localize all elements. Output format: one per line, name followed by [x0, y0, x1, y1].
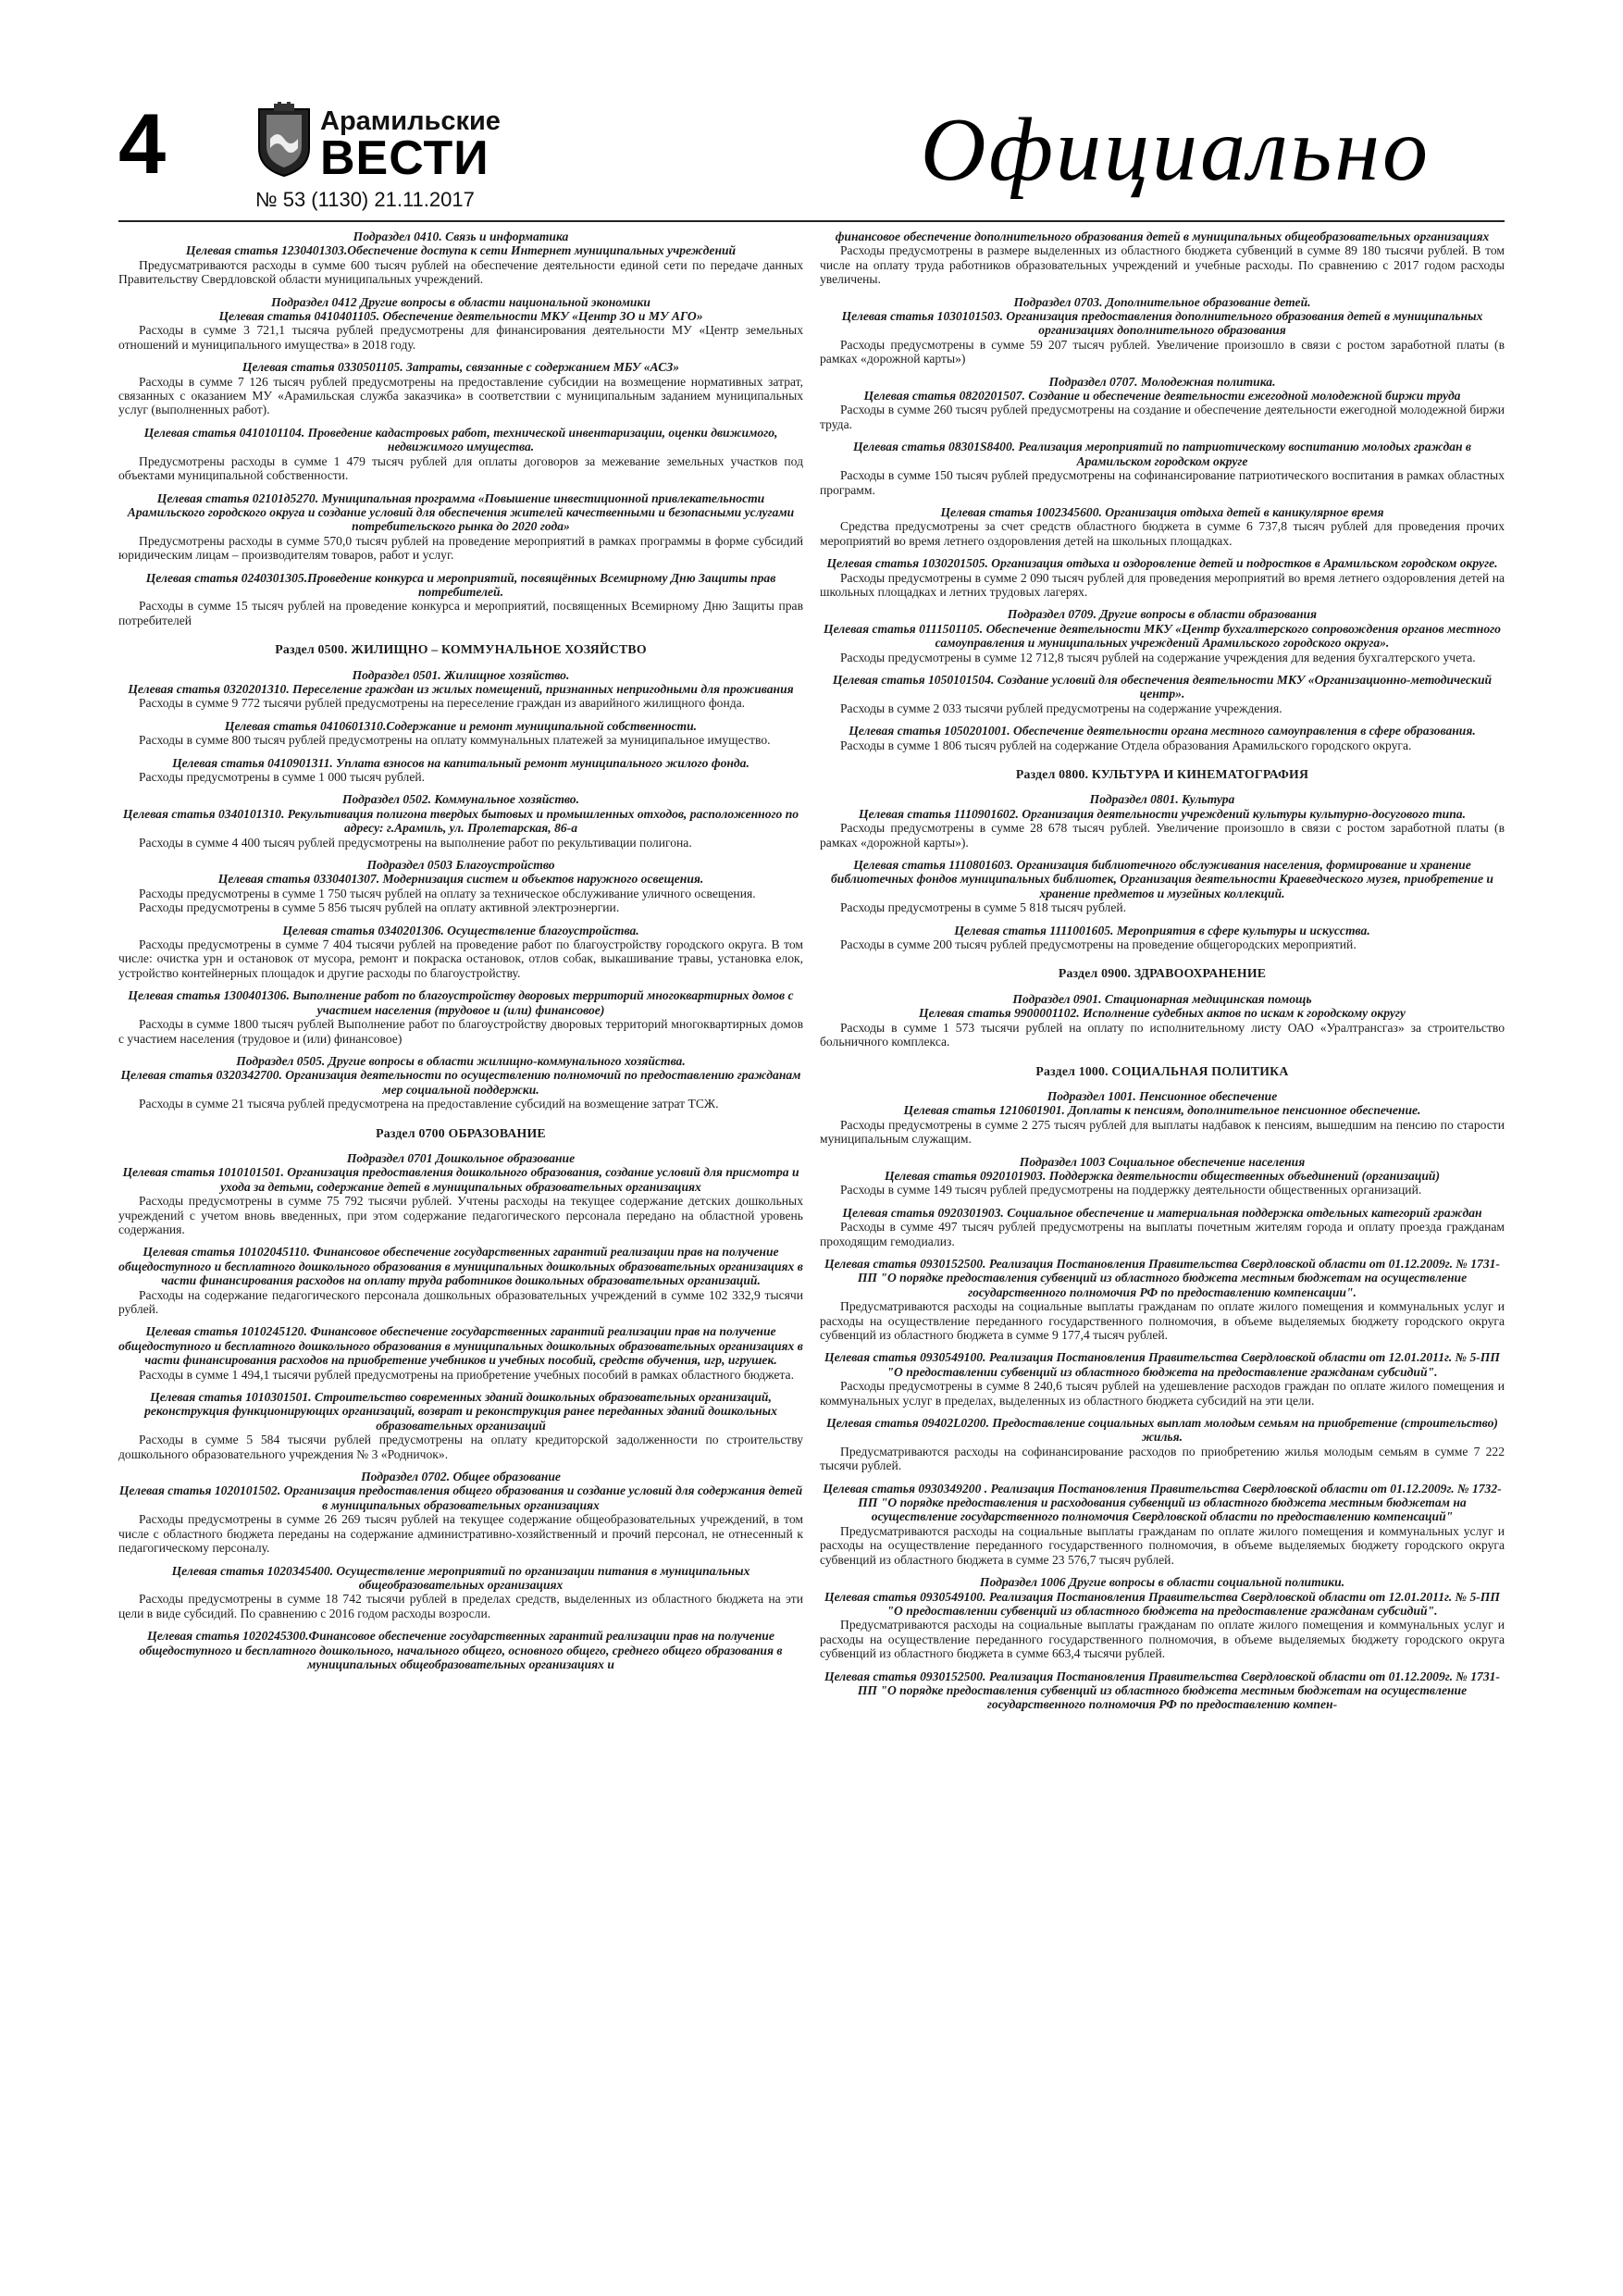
article-paragraph: Расходы предусмотрены в размере выделенных из областного бюджета субвенций в сумме 89 180 тысячи рублей. В том числе на оплату труда работников образовательных учреждений и учебные расходы. По сравнению с 2017 годом расходы увеличены. — [820, 243, 1505, 287]
article-heading: Целевая статья 0930152500. Реализация Постановления Правительства Свердловской области от 01.12.2009г. № 1731-ПП "О порядке предоставления субвенций из областного бюджета местным бюджетам на осуществление государственного полномочия РФ по предоставлению компен- — [824, 1669, 1500, 1712]
article-paragraph: Расходы в сумме 150 тысяч рублей предусмотрены на софинансирование патриотического воспитания в рамках областных программ. — [820, 468, 1505, 497]
article-heading: Целевая статья 0930549100. Реализация Постановления Правительства Свердловской области от 12.01.2011г. № 5-ПП "О предоставлении субвенций из областного бюджета на предоставление гражданам субсидий". — [824, 1350, 1500, 1379]
article-heading: Целевая статья 09402L0200. Предоставление социальных выплат молодым семьям на приобретение (строительство) жилья. — [826, 1416, 1498, 1445]
budget-article — [118, 668, 803, 711]
article-paragraph: Расходы в сумме 7 126 тысяч рублей предусмотрены на предоставление субсидии на возмещение нормативных затрат, связанных с оказанием МУ «Арамильская служба заказчика» в соответствии с муниципальным заданием муниципальных услуг (выполненных работ). — [118, 374, 803, 417]
budget-article — [118, 491, 803, 563]
budget-article — [820, 724, 1505, 752]
section-heading: Раздел 1000. СОЦИАЛЬНАЯ ПОЛИТИКА — [1035, 1063, 1289, 1078]
article-paragraph: Расходы в сумме 800 тысяч рублей предусмотрены на оплату коммунальных платежей за муниципальное имущество. — [139, 733, 771, 748]
article-heading: Целевая статья 1110901602. Организация деятельности учреждений культуры культурно-досугового типа. — [859, 806, 1466, 821]
article-heading: Целевая статья 0930349200 . Реализация Постановления Правительства Свердловской области от 01.12.2009г. № 1732-ПП "О порядке предоставления и расходования субвенций из областного бюджета местным бюджетам на осуществление государственного полномочия Свердловской области по предоставлению компенсаций" — [823, 1481, 1502, 1524]
article-paragraph: Предусмотрены расходы в сумме 1 479 тысяч рублей для оплаты договоров за межевание земельных участков под объектами муниципальной собственности. — [118, 453, 803, 483]
page-number: 4 — [118, 97, 167, 192]
article-heading: Целевая статья 0410601310.Содержание и ремонт муниципальной собственности. — [224, 718, 698, 733]
article-paragraph: Расходы предусмотрены в сумме 2 275 тысяч рублей для выплаты надбавок к пенсиям, вышедшим на пенсию по старости муниципальным служащим. — [820, 1117, 1505, 1147]
section-heading: Раздел 0500. ЖИЛИЩНО – КОММУНАЛЬНОЕ ХОЗЯЙСТВО — [275, 642, 647, 657]
article-heading: Подраздел 0709. Другие вопросы в области образования — [1007, 607, 1318, 622]
article-heading: Целевая статья 1110801603. Организация библиотечного обслуживания населения, формирование и хранение библиотечных фондов муниципальных библиотек, Организация деятельности Краеведческого музея, приобретение и хранение предметов и музейных коллекций. — [830, 858, 1493, 900]
article-paragraph: Расходы предусмотрены в сумме 18 742 тысячи рублей в пределах средств, выделенных из областного бюджета на эти цели в виде субсидий. По сравнению с 2016 годом расходы возросли. — [118, 1592, 803, 1620]
article-heading: Целевая статья 1230401303.Обеспечение доступа к сети Интернет муниципальных учреждений — [185, 243, 737, 258]
article-paragraph: Предусматриваются расходы в сумме 600 тысяч рублей на обеспечение деятельности единой сети по передаче данных Правительству Свердловской области муниципальных учреждений. — [118, 257, 803, 287]
article-heading: Подраздел 0505. Другие вопросы в области жилищно-коммунального хозяйства. — [236, 1053, 686, 1068]
article-paragraph: Расходы предусмотрены в сумме 1 750 тысяч рублей на оплату за техническое обслуживание уличного освещения. — [139, 886, 756, 900]
article-paragraph: Расходы предусмотрены в сумме 5 818 тысяч рублей. — [840, 900, 1127, 915]
left-column — [118, 230, 803, 1680]
article-heading: Подраздел 0707. Молодежная политика. — [1048, 374, 1276, 389]
budget-article — [118, 1245, 803, 1316]
article-heading: Целевая статья 1050101504. Создание условий для обеспечения деятельности МКУ «Организационно-методический центр». — [832, 672, 1493, 701]
article-heading: Подраздел 0901. Стационарная медицинская помощь — [1012, 991, 1312, 1006]
article-heading: Целевая статья 1050201001. Обеспечение деятельности органа местного самоуправления в сфере образования. — [849, 724, 1476, 738]
article-heading: Целевая статья 1111001605. Мероприятия в сфере культуры и искусства. — [954, 923, 1370, 937]
article-paragraph: Расходы в сумме 1800 тысяч рублей Выполнение работ по благоустройству дворовых территорий многоквартирных домов с участием населения (трудовое и (или) финансовое) — [118, 1017, 803, 1046]
budget-article — [118, 1390, 803, 1461]
article-paragraph: Расходы в сумме 1 494,1 тысячи рублей предусмотрены на приобретение учебных пособий в рамках областного бюджета. — [139, 1367, 794, 1382]
article-heading: Подраздел 0412 Другие вопросы в области национальной экономики — [271, 294, 650, 309]
budget-article — [820, 992, 1505, 1049]
article-heading: Целевая статья 1002345600. Организация отдыха детей в каникулярное время — [940, 504, 1384, 519]
budget-article — [820, 1575, 1505, 1660]
article-heading: Целевая статья 1020101502. Организация предоставления общего образования и создание условий для содержания детей в муниципальных образовательных организациях — [118, 1483, 803, 1512]
article-heading: Подраздел 0701 Дошкольное образование — [346, 1150, 576, 1165]
budget-article — [820, 607, 1505, 664]
budget-article — [820, 1350, 1505, 1408]
article-heading: Целевая статья 1030201505. Организация отдыха и оздоровление детей и подростков в Арамильском городском округе. — [826, 556, 1498, 571]
budget-article — [820, 858, 1505, 915]
rubric-title: Официально — [920, 100, 1431, 200]
article-paragraph: Расходы предусмотрены в сумме 1 000 тысяч рублей. — [139, 770, 426, 784]
masthead — [118, 96, 1505, 217]
article-heading: Целевая статья 9900001102. Исполнение судебных актов по искам к городскому округу — [919, 1006, 1406, 1021]
article-heading: Целевая статья 0330401307. Модернизация систем и объектов наружного освещения. — [217, 872, 704, 887]
article-heading: Целевая статья 0111501105. Обеспечение деятельности МКУ «Центр бухгалтерского сопровождения органов местного самоуправления и муниципальных учреждений Арамильского городского округа». — [824, 621, 1501, 651]
budget-article — [118, 1564, 803, 1621]
article-paragraph: Предусмотрены расходы в сумме 570,0 тысяч рублей на проведение мероприятий в рамках программы в форме субсидий юридическим лицам – производителям товаров, работ и услуг. — [118, 533, 803, 563]
budget-article — [820, 1482, 1505, 1567]
budget-article — [118, 1629, 803, 1671]
article-heading: Целевая статья 0410901311. Уплата взносов на капитальный ремонт муниципального жилого фонда. — [172, 755, 750, 770]
article-paragraph: Расходы предусмотрены в сумме 7 404 тысячи рублей на проведение работ по благоустройству городского округа. В том числе: очистка урн и остановок от мусора, ремонт и покраска остановок, отлов собак, выкашивание травы, установка елок, устройство контейнерных площадок и другие расходы по благоустройству. — [118, 937, 803, 980]
article-paragraph: Расходы предусмотрены в сумме 59 207 тысяч рублей. Увеличение произошло в связи с ростом заработной платы (в рамках «дорожной карты») — [820, 337, 1505, 366]
article-paragraph: Расходы предусмотрены в сумме 28 678 тысяч рублей. Увеличение произошло в связи с ростом заработной платы (в рамках «дорожной карты»). — [820, 821, 1505, 850]
article-heading: Целевая статья 1010101501. Организация предоставления дошкольного образования, создание условий для присмотра и ухода за детьми, содержание детей в муниципальных образовательных организациях — [122, 1165, 799, 1194]
article-heading: Подраздел 0503 Благоустройство — [366, 858, 555, 873]
budget-article — [118, 719, 803, 748]
article-heading: Целевая статья 0410101104. Проведение кадастровых работ, технической инвентаризации, оценки движимого, недвижимого имущества. — [143, 425, 778, 454]
budget-article — [820, 440, 1505, 497]
article-heading: Подраздел 1003 Социальное обеспечение населения — [1019, 1154, 1306, 1169]
coat-of-arms-icon — [255, 102, 313, 178]
article-heading: Целевая статья 0920301903. Социальное обеспечение и материальная поддержка отдельных категорий граждан — [842, 1205, 1482, 1220]
article-heading: Целевая статья 1010245120. Финансовое обеспечение государственных гарантий реализации прав на получение общедоступного и бесплатного дошкольного образования в муниципальных дошкольных образовательных организациях в части финансирования расходов на приобретение учебников и учебных пособий, средств обучения, игр, игрушек. — [118, 1324, 803, 1368]
budget-article — [820, 1416, 1505, 1473]
article-paragraph: Расходы в сумме 4 400 тысяч рублей предусмотрены на выполнение работ по рекультивации полигона. — [139, 835, 692, 850]
article-paragraph: Расходы в сумме 200 тысяч рублей предусмотрены на проведение общегородских мероприятий. — [840, 937, 1357, 952]
header-divider — [118, 220, 1505, 222]
article-paragraph: Расходы в сумме 1 806 тысяч рублей на содержание Отдела образования Арамильского городского округа. — [840, 738, 1412, 752]
article-heading: Подраздел 0410. Связь и информатика — [353, 230, 569, 243]
article-heading: Целевая статья 10102045110. Финансовое обеспечение государственных гарантий реализации прав на получение общедоступного и бесплатного дошкольного образования в муниципальных дошкольных образовательных организациях в части финансирования расходов на оплату труда работников дошкольных образовательных организаций. — [118, 1245, 803, 1288]
section-heading: Раздел 0800. КУЛЬТУРА И КИНЕМАТОГРАФИЯ — [1015, 767, 1309, 781]
budget-article — [820, 505, 1505, 548]
article-heading: Целевая статья 0920101903. Поддержка деятельности общественных объединений (организаций) — [884, 1168, 1441, 1183]
budget-article — [118, 1470, 803, 1555]
article-paragraph: Предусматриваются расходы на социальные выплаты гражданам по оплате жилого помещения и коммунальных услуг и расходы на осуществление переданного государственного полномочия, в объеме выделяемых бюджету городского округа субвенций из областного бюджета в сумме 23 576,7 тысяч рублей. — [820, 1523, 1505, 1567]
section-heading: Раздел 0700 ОБРАЗОВАНИЕ — [376, 1125, 546, 1140]
article-heading: Целевая статья 0240301305.Проведение конкурса и мероприятий, посвящённых Всемирному Дню Защиты прав потребителей. — [145, 570, 776, 599]
article-paragraph: Расходы на содержание педагогического персонала дошкольных образовательных учреждений в сумме 102 332,9 тысячи рублей. — [118, 1287, 803, 1316]
article-heading: Целевая статья 1020245300.Финансовое обеспечение государственных гарантий реализации прав на получение общедоступного и бесплатного дошкольного, начального общего, основного общего, среднего общего образования в муниципальных общеобразовательных организациях и — [139, 1629, 783, 1671]
article-heading: Подраздел 0801. Культура — [1089, 792, 1235, 807]
article-heading: Целевая статья 1210601901. Доплаты к пенсиям, дополнительное пенсионное обеспечение. — [903, 1103, 1421, 1118]
budget-article — [118, 988, 803, 1046]
article-paragraph: Расходы в сумме 260 тысяч рублей предусмотрены на создание и обеспечение деятельности ежегодной молодежной биржи труда. — [820, 403, 1505, 431]
article-heading: финансовое обеспечение дополнительного образования детей в муниципальных общеобразовательных организациях — [835, 230, 1490, 243]
article-paragraph: Средства предусмотрены за счет средств областного бюджета в сумме 6 737,8 тысяч рублей для проведения прочих мероприятий во время летнего оздоровления детей на школьных площадках. — [820, 519, 1505, 548]
budget-article — [820, 1257, 1505, 1342]
budget-article — [820, 375, 1505, 432]
budget-article — [820, 673, 1505, 715]
article-paragraph: Расходы в сумме 3 721,1 тысяча рублей предусмотрены для финансирования деятельности МУ «Центр земельных отношений и муниципального имущества» в 2018 году. — [118, 323, 803, 352]
budget-article — [118, 924, 803, 981]
article-heading: Подраздел 0502. Коммунальное хозяйство. — [341, 792, 580, 807]
article-heading: Целевая статья 0930152500. Реализация Постановления Правительства Свердловской области от 01.12.2009г. № 1731-ПП "О порядке предоставления субвенций из областного бюджета местным бюджетам на осуществление государственного полномочия РФ по предоставлению компенсации". — [824, 1256, 1500, 1299]
budget-article — [118, 1151, 803, 1236]
article-heading: Целевая статья 02101д5270. Муниципальная программа «Повышение инвестиционной привлекательности Арамильского городского округа и создание условий для обеспечения жителей качественными и безопасными услугами потребительского рынка до 2020 года» — [127, 490, 795, 534]
budget-article — [820, 230, 1505, 287]
budget-article — [118, 1054, 803, 1111]
article-paragraph: Расходы в сумме 15 тысяч рублей на проведение конкурса и мероприятий, посвященных Всемирному Дню Защиты прав потребителей — [118, 599, 803, 627]
budget-article — [118, 571, 803, 628]
budget-article — [820, 556, 1505, 599]
article-heading: Целевая статья 0330501105. Затраты, связанные с содержанием МБУ «АСЗ» — [242, 360, 680, 375]
article-paragraph: Расходы предусмотрены в сумме 5 856 тысяч рублей на оплату активной электроэнергии. — [139, 900, 620, 915]
section-heading: Раздел 0900. ЗДРАВООХРАНЕНИЕ — [1058, 966, 1267, 981]
article-heading: Подраздел 0702. Общее образование — [361, 1470, 561, 1484]
budget-article — [118, 360, 803, 417]
article-heading: Подраздел 0703. Дополнительное образование детей. — [1013, 294, 1311, 309]
article-paragraph: Расходы в сумме 5 584 тысячи рублей предусмотрены на оплату кредиторской задолженности по строительству дошкольного образовательного учреждения № 3 «Родничок». — [118, 1433, 803, 1461]
article-heading: Целевая статья 1020345400. Осуществление мероприятий по организации питания в муниципальных общеобразовательных организациях — [171, 1563, 750, 1592]
newspaper-logo — [255, 102, 607, 211]
article-heading: Целевая статья 0320342700. Организация деятельности по осуществлению полномочий по предоставлению гражданам мер социальной поддержки. — [120, 1068, 801, 1097]
budget-article — [118, 426, 803, 483]
article-heading: Целевая статья 0340101310. Рекультивация полигона твердых бытовых и промышленных отходов, расположенного по адресу: г.Арамиль, ул. Пролетарская, 86-а — [122, 806, 799, 836]
budget-article — [118, 295, 803, 353]
budget-article — [820, 295, 1505, 366]
article-heading: Целевая статья 0410401105. Обеспечение деятельности МКУ «Центр ЗО и МУ АГО» — [218, 309, 703, 324]
article-paragraph: Предусматриваются расходы на софинансирование расходов по приобретению жилья молодым семьям в сумме 7 222 тысячи рублей. — [820, 1444, 1505, 1473]
newspaper-name-big: ВЕСТИ — [320, 131, 489, 185]
article-paragraph: Расходы предусмотрены в сумме 26 269 тысяч рублей на текущее содержание общеобразовательных учреждений, в том числе с областного бюджета переданы на содержание административно-хозяйственный и прочий персонал, не отнесенный к педагогическому персоналу. — [118, 1512, 803, 1556]
article-paragraph: Расходы предусмотрены в сумме 12 712,8 тысяч рублей на содержание учреждения для ведения бухгалтерского учета. — [840, 650, 1476, 664]
budget-article — [820, 792, 1505, 850]
article-heading: Подраздел 1001. Пенсионное обеспечение — [1047, 1088, 1278, 1103]
article-heading: Целевая статья 08301S8400. Реализация мероприятий по патриотическому воспитанию молодых граждан в Арамильском городском округе — [852, 440, 1472, 468]
budget-article — [118, 756, 803, 785]
article-paragraph: Предусматриваются расходы на социальные выплаты гражданам по оплате жилого помещения и коммунальных услуг и расходы на осуществление переданного государственного полномочия, в объеме выделяемых бюджету городского округа субвенций из областного бюджета в сумме 9 177,4 тысяч рублей. — [820, 1299, 1505, 1342]
budget-article — [820, 924, 1505, 952]
article-paragraph: Расходы предусмотрены в сумме 8 240,6 тысяч рублей на удешевление расходов граждан по оплате жилого помещения и коммунальных услуг в пределах, выделенных из областного бюджета субсидий на эти цели. — [820, 1379, 1505, 1408]
article-heading: Целевая статья 0820201507. Создание и обеспечение деятельности ежегодной молодежной биржи труда — [863, 389, 1461, 403]
budget-article — [118, 1324, 803, 1382]
article-paragraph: Расходы предусмотрены в сумме 2 090 тысяч рублей для проведения мероприятий во время летнего оздоровления детей на школьных площадках и летних трудовых лагерях. — [820, 570, 1505, 599]
article-paragraph: Расходы в сумме 9 772 тысячи рублей предусмотрены на переселение граждан из аварийного жилищного фонда. — [139, 696, 746, 711]
article-heading: Целевая статья 1030101503. Организация предоставления дополнительного образования детей в муниципальных организациях дополнительного образования — [841, 309, 1483, 338]
article-paragraph: Расходы в сумме 497 тысяч рублей предусмотрены на выплаты почетным жителям города и оплату проезда гражданам проходящим гемодиализ. — [820, 1220, 1505, 1248]
article-heading: Подраздел 1006 Другие вопросы в области социальной политики. — [979, 1575, 1345, 1590]
article-heading: Подраздел 0501. Жилищное хозяйство. — [352, 667, 570, 682]
budget-article — [820, 1206, 1505, 1248]
article-paragraph: Расходы в сумме 1 573 тысячи рублей на оплату по исполнительному листу ОАО «Уралтрансгаз» за строительство больничного комплекса. — [820, 1020, 1505, 1049]
issue-number-date: № 53 (1130) 21.11.2017 — [255, 188, 475, 211]
newspaper-name-small: Арамильские — [320, 106, 501, 136]
article-paragraph: Расходы в сумме 21 тысяча рублей предусмотрена на предоставление субсидий на возмещение затрат ТСЖ. — [139, 1097, 719, 1111]
right-column — [820, 230, 1505, 1720]
article-paragraph: Расходы в сумме 149 тысяч рублей предусмотрены на поддержку деятельности общественных организаций. — [840, 1183, 1422, 1198]
budget-article — [118, 792, 803, 850]
budget-article — [820, 1669, 1505, 1712]
budget-article — [118, 230, 803, 287]
budget-article — [820, 1155, 1505, 1198]
article-paragraph: Расходы в сумме 2 033 тысячи рублей предусмотрены на содержание учреждения. — [840, 701, 1282, 715]
budget-article — [820, 1089, 1505, 1147]
article-heading: Целевая статья 1010301501. Строительство современных зданий дошкольных образовательных организаций, реконструкция функционирующих организаций, возврат и реконструкция ранее переданных зданий дошкольных образовательных организаций — [144, 1390, 777, 1433]
article-heading: Целевая статья 0340201306. Осуществление благоустройства. — [282, 923, 639, 937]
budget-article — [118, 858, 803, 915]
article-heading: Целевая статья 0930549100. Реализация Постановления Правительства Свердловской области от 12.01.2011г. № 5-ПП "О предоставлении субвенций из областного бюджета на предоставление гражданам субсидий". — [824, 1589, 1500, 1618]
article-heading: Целевая статья 1300401306. Выполнение работ по благоустройству дворовых территорий многоквартирных домов с участием населения (трудовое и (или) финансовое) — [128, 988, 794, 1017]
article-paragraph: Расходы предусмотрены в сумме 75 792 тысячи рублей. Учтены расходы на текущее содержание детских дошкольных учреждений с учетом вновь введенных, при этом содержание педагогического персонала передано на областной уровень содержания. — [118, 1194, 803, 1236]
article-heading: Целевая статья 0320201310. Переселение граждан из жилых помещений, признанных непригодными для проживания — [128, 681, 794, 696]
article-paragraph: Предусматриваются расходы на социальные выплаты гражданам по оплате жилого помещения и коммунальных услуг и расходы на осуществление переданного государственного полномочия, в объеме выделяемых бюджету городского округа субвенций из областного бюджета в сумме 663,4 тысячи рублей. — [820, 1618, 1505, 1661]
